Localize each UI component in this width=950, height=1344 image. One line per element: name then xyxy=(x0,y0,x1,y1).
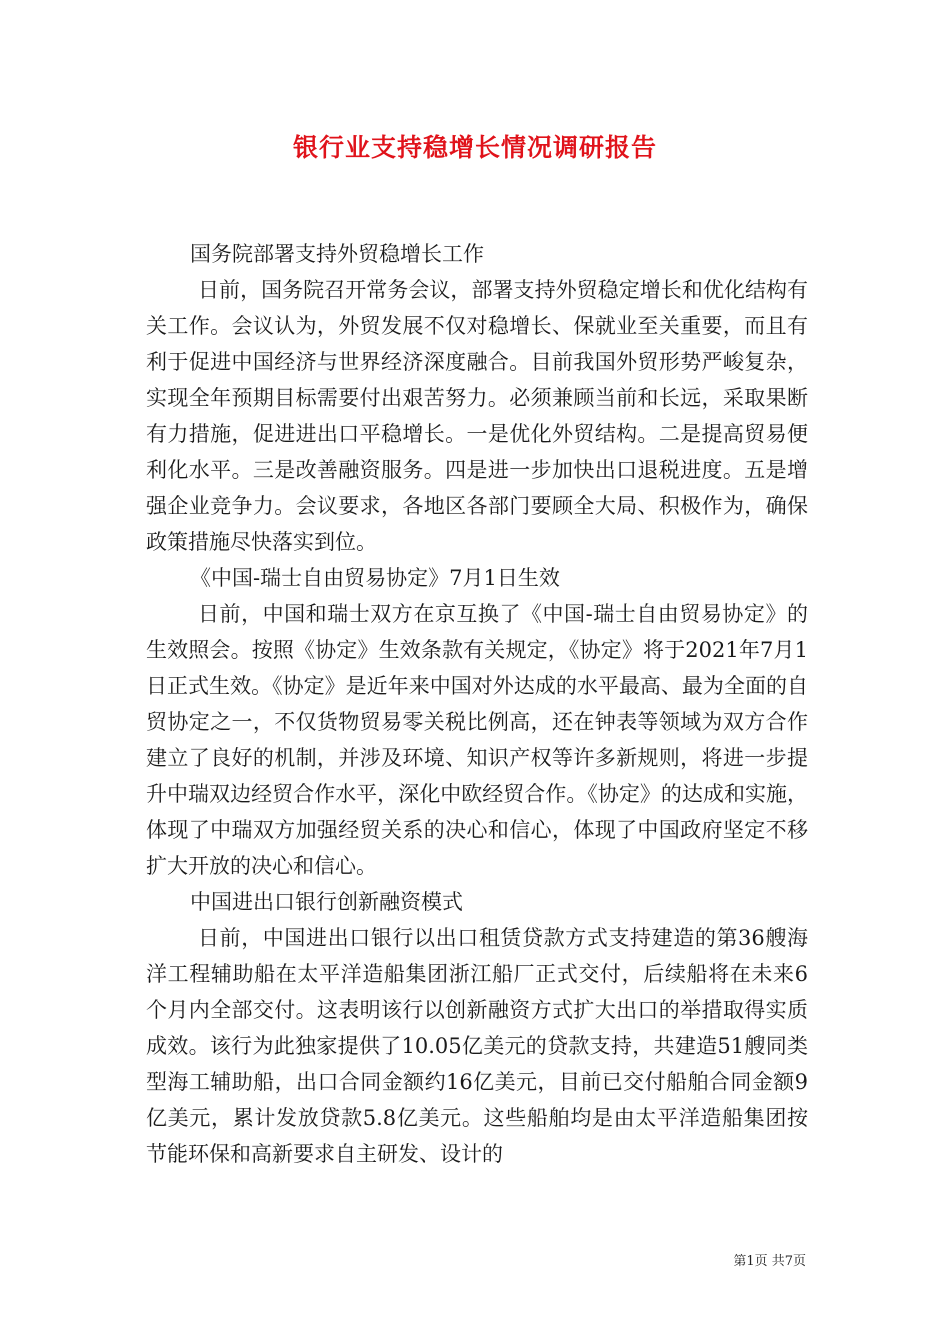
section-paragraph: 日前，中国和瑞士双方在京互换了《中国-瑞士自由贸易协定》的生效照会。按照《协定》生效条款有关规定，《协定》将于2021年7月1日正式生效。《协定》是近年来中国对外达成的水平最高、最为全面的自贸协定之一，不仅货物贸易零关税比例高，还在钟表等领域为双方合作建立了良好的机制，并涉及环境、知识产权等许多新规则，将进一步提升中瑞双边经贸合作水平，深化中欧经贸合作。《协定》的达成和实施，体现了中瑞双方加强经贸关系的决心和信心，体现了中国政府坚定不移扩大开放的决心和信心。 xyxy=(146,602,808,878)
document-title: 银行业支持稳增长情况调研报告 xyxy=(292,133,657,162)
section-paragraph: 日前，中国进出口银行以出口租赁贷款方式支持建造的第36艘海洋工程辅助船在太平洋造船集团浙江船厂正式交付，后续船将在未来6个月内全部交付。这表明该行以创新融资方式扩大出口的举措取得实质成效。该行为此独家提供了10.05亿美元的贷款支持，共建造51艘同类型海工辅助船，出口合同金额约16亿美元，目前已交付船舶合同金额9亿美元，累计发放贷款5.8亿美元。这些船舶均是由太平洋造船集团按节能环保和高新要求自主研发、设计的 xyxy=(146,926,808,1166)
section-heading: 《中国-瑞士自由贸易协定》7月1日生效 xyxy=(190,566,560,590)
section-heading: 国务院部署支持外贸稳增长工作 xyxy=(190,242,484,266)
page-number: 第1页 共7页 xyxy=(733,1254,806,1269)
section-paragraph: 日前，国务院召开常务会议，部署支持外贸稳定增长和优化结构有关工作。会议认为，外贸发展不仅对稳增长、保就业至关重要，而且有利于促进中国经济与世界经济深度融合。目前我国外贸形势严峻复杂，实现全年预期目标需要付出艰苦努力。必须兼顾当前和长远，采取果断有力措施，促进进出口平稳增长。一是优化外贸结构。二是提高贸易便利化水平。三是改善融资服务。四是进一步加快出口退税进度。五是增强企业竞争力。会议要求，各地区各部门要顾全大局、积极作为，确保政策措施尽快落实到位。 xyxy=(146,278,808,554)
section-heading: 中国进出口银行创新融资模式 xyxy=(190,890,463,914)
document-body xyxy=(146,236,808,1172)
